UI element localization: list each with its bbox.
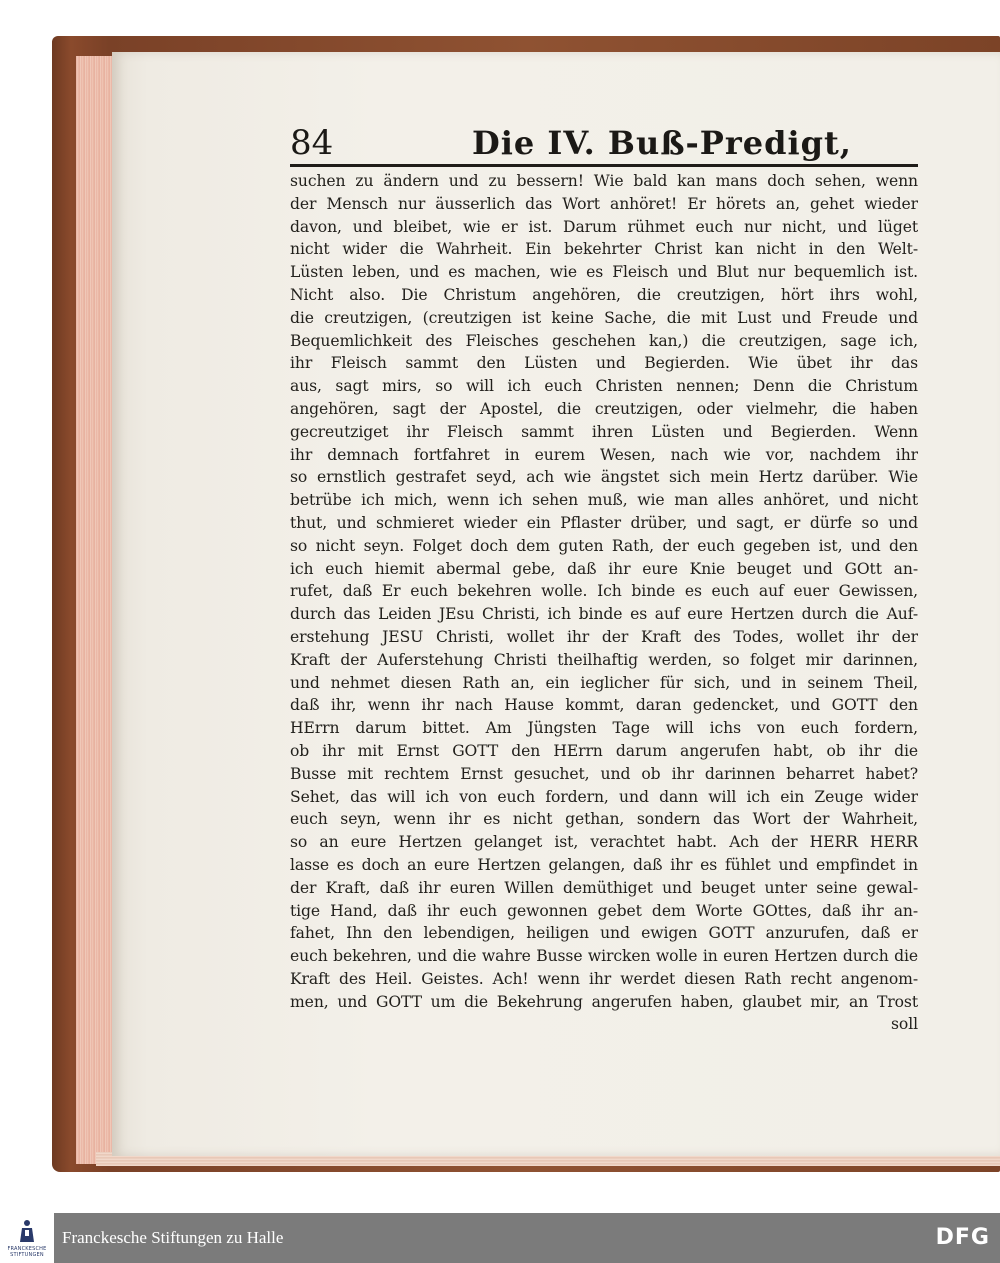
page-header bbox=[290, 120, 920, 166]
text-line: ich euch hiemit abermal gebe, daß ihr eure Knie beuget und GOtt an- bbox=[290, 559, 918, 578]
logo-text-line2: STIFTUNGEN bbox=[10, 1252, 44, 1258]
text-line: Lüsten leben, und es machen, wie es Fleisch und Blut nur bequemlich ist. bbox=[290, 263, 918, 282]
page-number: 84 bbox=[290, 123, 334, 163]
text-line: euch bekehren, und die wahre Busse wircken wolle in euren Hertzen durch die bbox=[290, 947, 918, 966]
text-line: ihr Fleisch sammt den Lüsten und Begierden. Wie übet ihr das bbox=[290, 354, 918, 373]
text-line: Nicht also. Die Christum angehören, die creutzigen, hört ihrs wohl, bbox=[290, 285, 918, 304]
text-line: thut, und schmieret wieder ein Pflaster drüber, und sagt, er dürfe so und bbox=[290, 513, 918, 532]
body-text bbox=[290, 170, 918, 1036]
text-line: der Kraft, daß ihr euren Willen demüthiget und beuget unter seine gewal- bbox=[290, 878, 918, 897]
text-line: davon, und bleibet, wie er ist. Darum rühmet euch nur nicht, und lüget bbox=[290, 217, 918, 236]
text-line: rufet, daß Er euch bekehren wolle. Ich binde es euch auf euer Gewissen, bbox=[290, 582, 918, 601]
text-line: Kraft des Heil. Geistes. Ach! wenn ihr werdet diesen Rath recht angenom- bbox=[290, 969, 918, 988]
text-line: Kraft der Auferstehung Christi theilhaftig werden, so folget mir darinnen, bbox=[290, 650, 918, 669]
text-line: euch seyn, wenn ihr es nicht gethan, sondern das Wort der Wahrheit, bbox=[290, 810, 918, 829]
text-line: durch das Leiden JEsu Christi, ich binde es auf eure Hertzen durch die Auf- bbox=[290, 605, 918, 624]
viewer-footer bbox=[0, 1213, 1000, 1263]
dfg-logo[interactable]: DFG bbox=[935, 1225, 990, 1250]
page-edges-left bbox=[76, 56, 116, 1164]
text-line: nicht wider die Wahrheit. Ein bekehrter Christ kan nicht in den Welt- bbox=[290, 240, 918, 259]
text-line: angehören, sagt der Apostel, die creutzigen, oder vielmehr, die haben bbox=[290, 399, 918, 418]
text-line: fahet, Ihn den lebendigen, heiligen und ewigen GOTT anzurufen, daß er bbox=[290, 924, 918, 943]
text-line: Sehet, das will ich von euch fordern, und dann will ich ein Zeuge wider bbox=[290, 787, 918, 806]
header-rule bbox=[290, 164, 918, 167]
text-line: erstehung JESU Christi, wollet ihr der Kraft des Todes, wollet ihr der bbox=[290, 627, 918, 646]
logo-text bbox=[0, 1246, 54, 1258]
text-line: ihr demnach fortfahret in eurem Wesen, nach wie vor, nachdem ihr bbox=[290, 445, 918, 464]
text-line: und nehmet diesen Rath an, ein ieglicher für sich, und in seinem Theil, bbox=[290, 673, 918, 692]
text-line: so an eure Hertzen gelanget ist, verachtet habt. Ach der HERR HERR bbox=[290, 833, 918, 852]
text-line: so ernstlich gestrafet seyd, ach wie ängstet sich mein Hertz darüber. Wie bbox=[290, 468, 918, 487]
text-line: der Mensch nur äusserlich das Wort anhöret! Er hörets an, gehet wieder bbox=[290, 194, 918, 213]
text-line: ob ihr mit Ernst GOTT den HErrn darum angerufen habt, ob ihr die bbox=[290, 741, 918, 760]
text-line: men, und GOTT um die Bekehrung angerufen haben, glaubet mir, an Trost bbox=[290, 992, 918, 1011]
text-line: tige Hand, daß ihr euch gewonnen gebet dem Worte GOttes, daß ihr an- bbox=[290, 901, 918, 920]
institution-logo[interactable] bbox=[0, 1213, 54, 1263]
text-line: aus, sagt mirs, so will ich euch Christen nennen; Denn die Christum bbox=[290, 377, 918, 396]
orphan-figure-icon bbox=[19, 1219, 35, 1243]
text-line: die creutzigen, (creutzigen ist keine Sache, die mit Lust und Freude und bbox=[290, 308, 918, 327]
institution-link[interactable]: Franckesche Stiftungen zu Halle bbox=[62, 1228, 284, 1247]
text-line: so nicht seyn. Folget doch dem guten Rath, der euch gegeben ist, und den bbox=[290, 536, 918, 555]
text-line: Bequemlichkeit des Fleisches geschehen kan,) die creutzigen, sage ich, bbox=[290, 331, 918, 350]
text-line: lasse es doch an eure Hertzen gelangen, daß ihr es fühlet und empfindet in bbox=[290, 855, 918, 874]
logo-text-line1: FRANCKESCHE bbox=[7, 1246, 47, 1252]
text-line: HErrn darum bittet. Am Jüngsten Tage will ichs von euch fordern, bbox=[290, 719, 918, 738]
running-title: Die IV. Buß-Predigt, bbox=[472, 124, 852, 162]
text-line: betrübe ich mich, wenn ich sehen muß, wie man alles anhöret, und nicht bbox=[290, 491, 918, 510]
text-line: soll bbox=[891, 1015, 918, 1034]
text-line: Busse mit rechtem Ernst gesuchet, und ob ihr darinnen beharret habet? bbox=[290, 764, 918, 783]
text-line: gecreutziget ihr Fleisch sammt ihren Lüsten und Begierden. Wenn bbox=[290, 422, 918, 441]
text-line: suchen zu ändern und zu bessern! Wie bald kan mans doch sehen, wenn bbox=[290, 172, 918, 190]
text-line: daß ihr, wenn ihr nach Hause kommt, daran gedencket, und GOTT den bbox=[290, 696, 918, 715]
